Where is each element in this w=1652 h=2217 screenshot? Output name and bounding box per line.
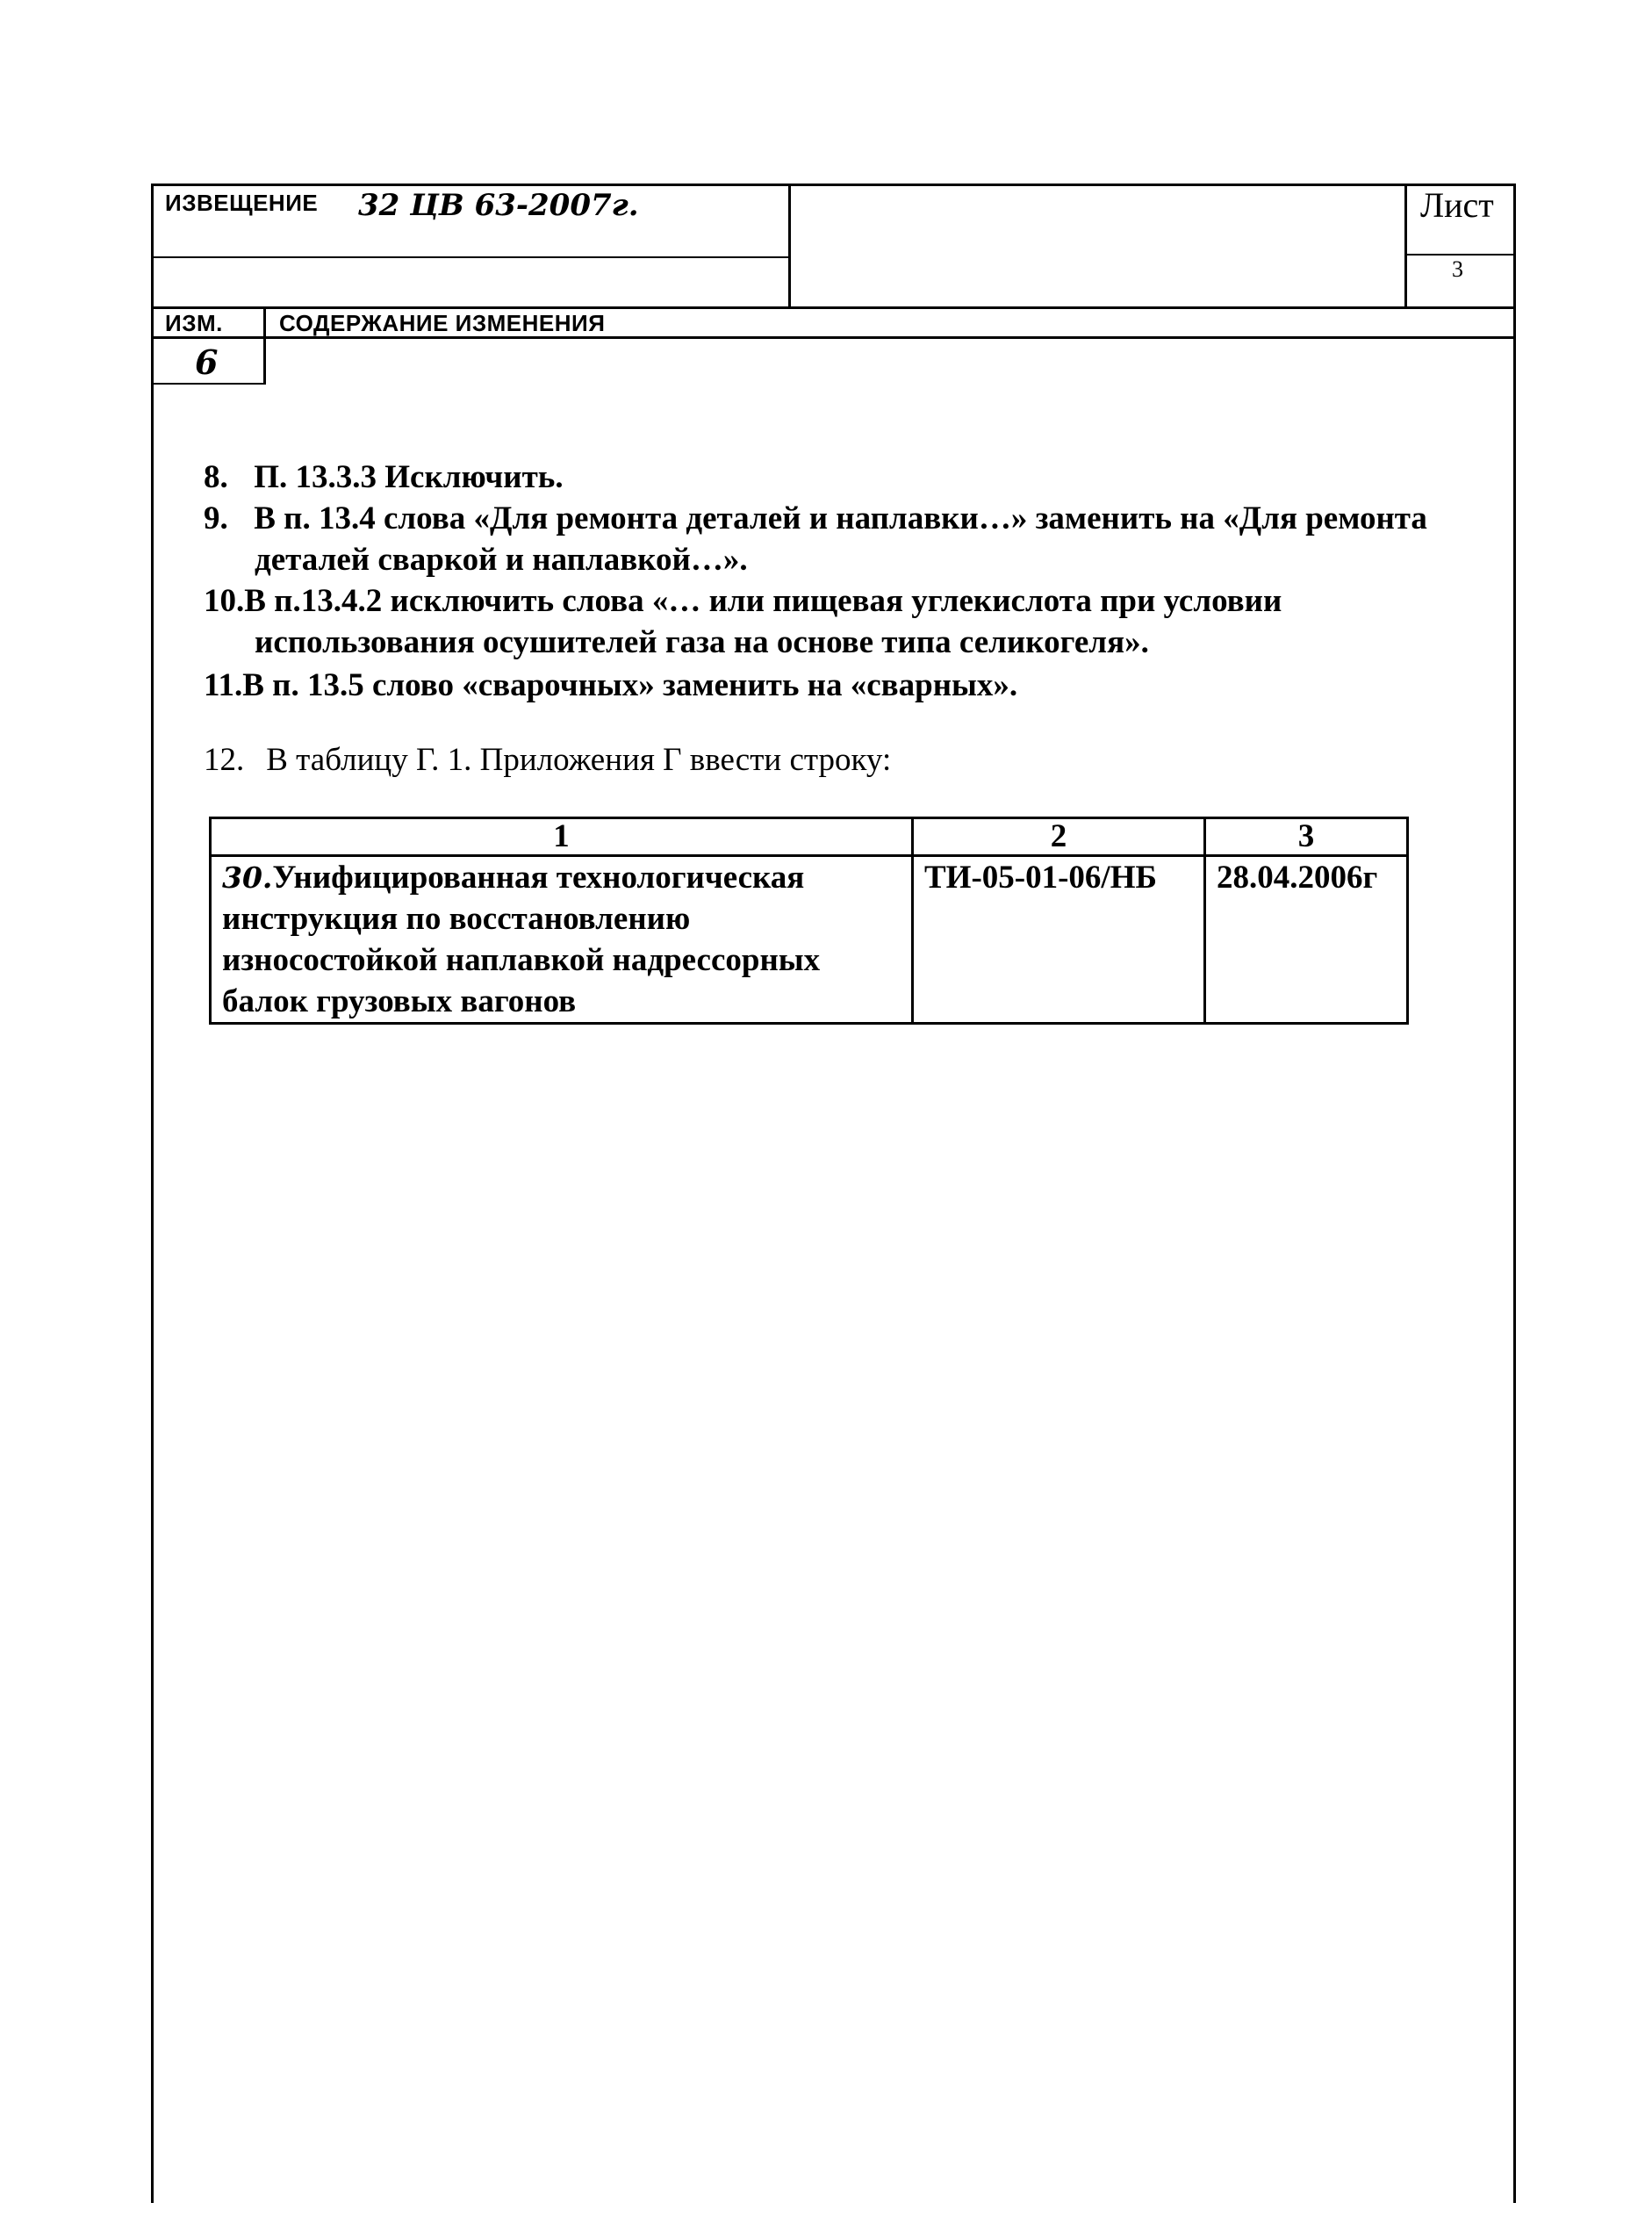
description-line: износостойкой наплавкой надрессорных (222, 942, 821, 978)
sheet-label: Лист (1420, 185, 1494, 225)
sheet-number: 3 (1452, 256, 1463, 282)
change-box-bottom (151, 383, 266, 385)
item-text: В п.13.4.2 исключить слова «… или пищевая углекислота при условии (244, 583, 1282, 619)
header-vertical-1 (788, 184, 791, 308)
description-line: инструкция по восстановлению (222, 901, 691, 937)
table-header-cell: 1 (211, 818, 913, 856)
table-cell-description (211, 856, 913, 1024)
header-divider-left (151, 256, 790, 258)
item-number: 8. (204, 459, 228, 495)
list-item-9 (204, 498, 1427, 540)
item-number: 9. (204, 500, 228, 536)
table-header-cell: 2 (913, 818, 1205, 856)
frame-top-border (151, 184, 1516, 186)
description-line: балок грузовых вагонов (222, 983, 577, 1019)
notice-label: ИЗВЕЩЕНИЕ (165, 190, 319, 216)
row-number: 30. (222, 860, 273, 895)
change-col-divider (263, 308, 266, 385)
item-number: 11. (204, 667, 243, 703)
list-item-12 (204, 739, 891, 781)
list-item-9-continuation: деталей сваркой и наплавкой…». (255, 542, 748, 578)
table-header-cell: 3 (1205, 818, 1408, 856)
list-item-10 (204, 580, 1282, 623)
notice-number: 32 ЦВ 63-2007г. (358, 188, 639, 223)
table-cell-date: 28.04.2006г (1205, 856, 1408, 1024)
list-item-11 (204, 665, 1017, 707)
item-text: П. 13.3.3 Исключить. (254, 459, 564, 495)
frame-left-border (151, 184, 154, 2203)
item-number: 12. (204, 742, 245, 778)
header-vertical-2 (1404, 184, 1407, 308)
change-label: ИЗМ. (165, 310, 223, 336)
item-text: В таблицу Г. 1. Приложения Г ввести строку: (266, 742, 892, 778)
change-number: 6 (195, 342, 219, 382)
header-divider-right (1406, 254, 1515, 256)
item-text: В п. 13.4 слова «Для ремонта деталей и наплавки…» заменить на «Для ремонта (254, 500, 1427, 536)
frame-right-border (1513, 184, 1516, 2203)
table-cell-code: ТИ-05-01-06/НБ (913, 856, 1205, 1024)
table-row (211, 856, 1408, 1024)
list-item-10-continuation: использования осушителей газа на основе типа селикогеля». (255, 624, 1149, 660)
table-header-row (211, 818, 1408, 856)
appendix-table (209, 817, 1409, 1025)
item-text: В п. 13.5 слово «сварочных» заменить на «сварных». (242, 667, 1018, 703)
header-bottom-line (151, 306, 1516, 309)
content-label: СОДЕРЖАНИЕ ИЗМЕНЕНИЯ (279, 310, 606, 336)
list-item-8 (204, 457, 564, 499)
item-number: 10. (204, 583, 245, 619)
description-line: Унифицированная технологическая (272, 860, 805, 896)
